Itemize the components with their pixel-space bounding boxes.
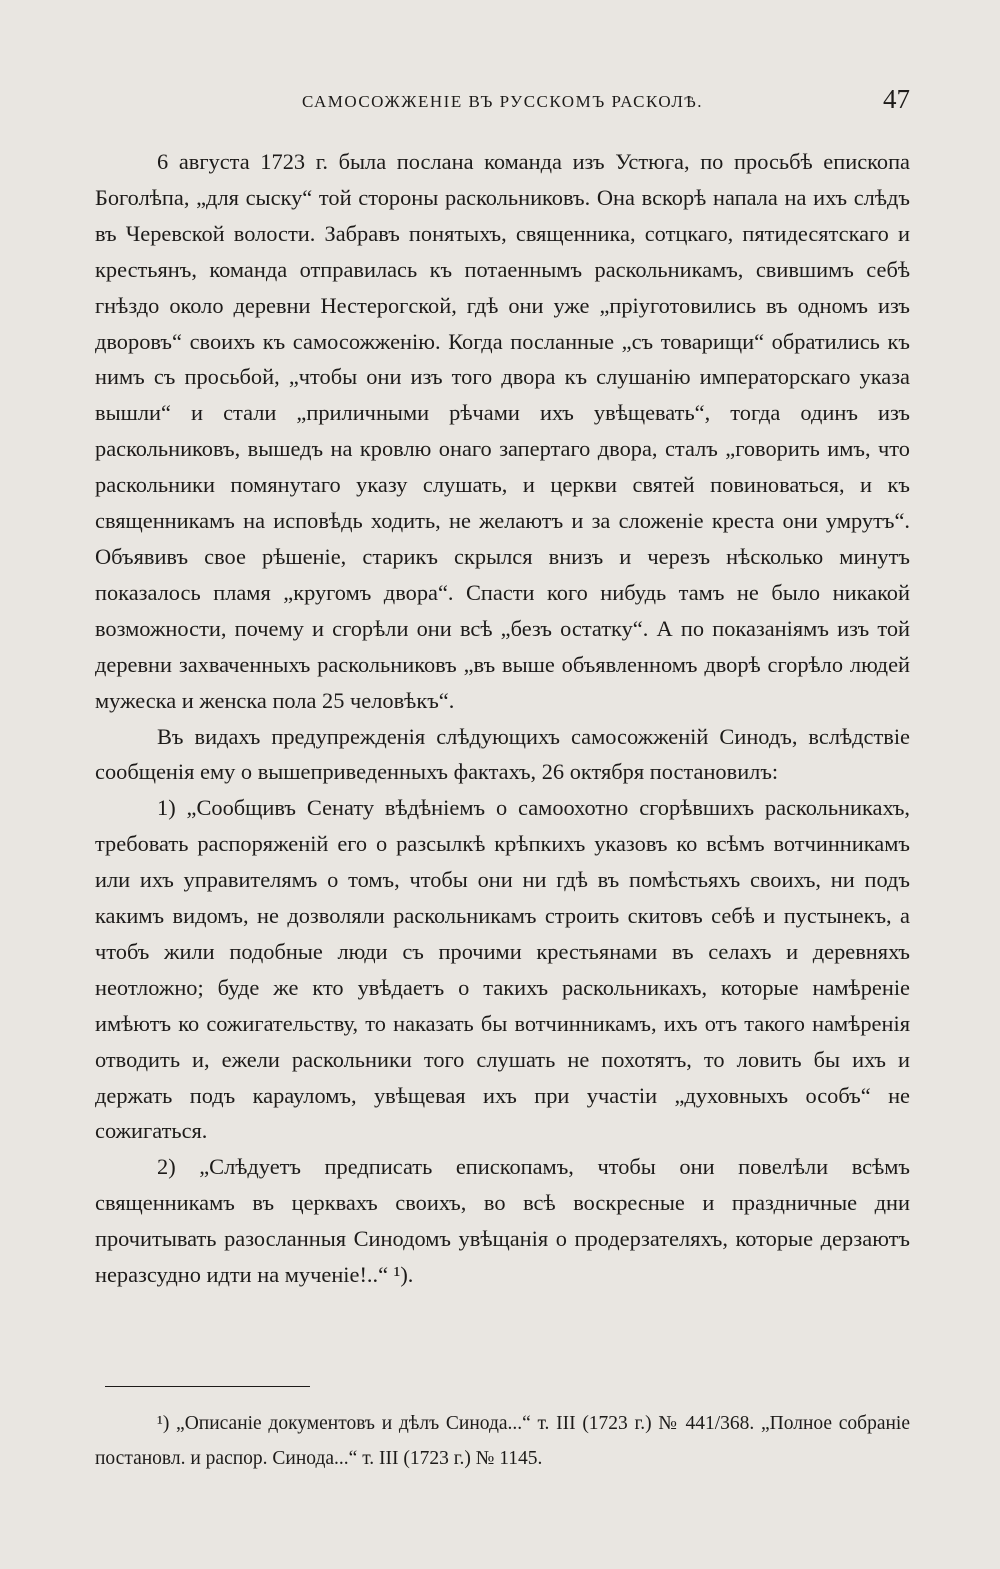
page-number: 47 <box>883 84 910 114</box>
paragraph: Въ видахъ предупрежденія слѣдующихъ самосожженій Синодъ, вслѣдствіе сообщенія ему о вышеприведенныхъ фактахъ, 26 октября постановилъ: <box>95 723 910 785</box>
footnote: ¹) „Описаніе документовъ и дѣлъ Синода...“ т. III (1723 г.) № 441/368. „Полное собраніе постановл. и распор. Синода...“ т. III (1723 г.) № 1145. <box>95 1413 910 1469</box>
main-text <box>95 144 910 1293</box>
page-header <box>95 84 910 120</box>
paragraph: 1) „Сообщивъ Сенату вѣдѣніемъ о самоохотно сгорѣвшихъ раскольникахъ, требовать распоряженій его о разсылкѣ крѣпкихъ указовъ ко всѣмъ вотчинникамъ или ихъ управителямъ о томъ, чтобы они ни гдѣ въ помѣстьяхъ своихъ, ни подъ какимъ видомъ, не дозволяли раскольникамъ строить скитовъ себѣ и пустынекъ, а чтобъ жили подобные люди съ прочими крестьянами въ селахъ и деревняхъ неотложно; буде же кто увѣдаетъ о такихъ раскольникахъ, которые намѣреніе имѣютъ ко сожигательству, то наказать бы вотчинникамъ, ихъ отъ такого намѣренія отводить и, ежели раскольники того слушать не похотятъ, то ловить бы ихъ и держать подъ карауломъ, увѣщевая ихъ при участіи „духовныхъ особъ“ не сожигаться. <box>95 795 910 1144</box>
paragraph: 2) „Слѣдуетъ предписать епископамъ, чтобы они повелѣли всѣмъ священникамъ въ церквахъ своихъ, во всѣ воскресные и праздничные дни прочитывать разосланныя Синодомъ увѣщанія о продерзателяхъ, которые дерзаютъ неразсудно идти на мученіе!..“ ¹). <box>95 1154 910 1288</box>
footnote-divider <box>105 1386 310 1387</box>
paragraph: 6 августа 1723 г. была послана команда изъ Устюга, по просьбѣ епископа Боголѣпа, „для сыску“ той стороны раскольниковъ. Она вскорѣ напала на ихъ слѣдъ въ Черевской волости. Забравъ понятыхъ, священника, сотцкаго, пятидесятскаго и крестьянъ, команда отправилась къ потаеннымъ раскольникамъ, свившимъ себѣ гнѣздо около деревни Нестерогской, гдѣ они уже „пріуготовились въ одномъ изъ дворовъ“ своихъ къ самосожженію. Когда посланные „съ товарищи“ обратились къ нимъ съ просьбой, „чтобы они изъ того двора къ слушанію императорскаго указа вышли“ и стали „приличными рѣчами ихъ увѣщевать“, тогда одинъ изъ раскольниковъ, вышедъ на кровлю онаго запертаго двора, сталъ „говорить имъ, что раскольники помянутаго указу слушать, и церкви святей повиноваться, и къ священникамъ на исповѣдь ходить, не желаютъ и за сложеніе креста они умрутъ“. Объявивъ свое рѣшеніе, старикъ скрылся внизъ и черезъ нѣсколько минутъ показалось пламя „кругомъ двора“. Спасти кого нибудь тамъ не было никакой возможности, почему и сгорѣли они всѣ „безъ остатку“. А по показаніямъ изъ той деревни захваченныхъ раскольниковъ „въ выше объявленномъ дворѣ сгорѣло людей мужеска и женска пола 25 человѣкъ“. <box>95 149 910 713</box>
running-title: САМОСОЖЖЕНІЕ ВЪ РУССКОМЪ РАСКОЛѢ. <box>301 92 704 111</box>
footnotes <box>95 1406 910 1476</box>
